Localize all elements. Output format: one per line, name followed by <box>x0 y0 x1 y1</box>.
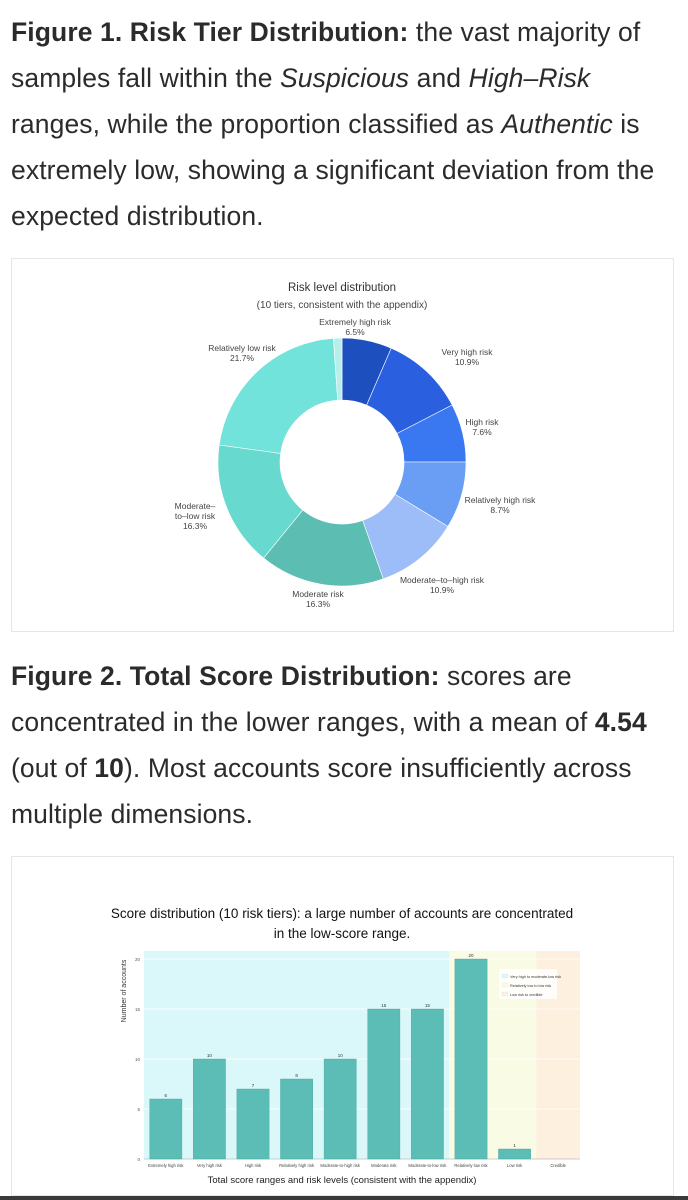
figure-1-label: Figure 1. Risk Tier Distribution: <box>11 17 409 47</box>
bar-value-label: 8 <box>295 1073 298 1078</box>
legend-swatch <box>502 992 508 996</box>
x-tick-label: Relatively low risk <box>454 1163 488 1168</box>
donut-pct-very-high-risk: 10.9% <box>454 357 480 367</box>
bar-chart-card <box>11 856 674 1196</box>
caption-text: (out of <box>11 753 95 783</box>
x-tick-label: Very high risk <box>196 1163 222 1168</box>
figure-2-caption <box>11 653 677 837</box>
x-tick-label: Moderate risk <box>371 1163 397 1168</box>
x-tick-label: Moderate-to-low risk <box>408 1163 447 1168</box>
x-tick-label: Credible <box>550 1163 567 1168</box>
x-tick-label: Moderate-to-high risk <box>320 1163 360 1168</box>
y-tick-label: 5 <box>137 1107 140 1112</box>
bar-value-label: 15 <box>381 1003 387 1008</box>
donut-label-moderate-risk: Moderate risk <box>292 589 344 599</box>
legend-entry: Relatively low to low risk <box>510 984 552 988</box>
donut-pct-relatively-high-risk: 8.7% <box>490 505 510 515</box>
y-axis-label: Number of accounts <box>121 959 128 1023</box>
donut-pct-high-risk: 7.6% <box>472 427 492 437</box>
bar-value-label: 20 <box>468 953 474 958</box>
x-tick-label: Relatively high risk <box>279 1163 315 1168</box>
figure-2-label: Figure 2. Total Score Distribution: <box>11 661 440 691</box>
x-tick-label: High risk <box>244 1163 262 1168</box>
legend-entry: Very high to moderate-low risk <box>510 975 562 979</box>
donut-chart <box>12 259 673 631</box>
donut-label-relatively-low-risk: Relatively low risk <box>208 343 276 353</box>
figure-1-caption <box>11 9 677 239</box>
bar-moderate-to-low-risk <box>411 1009 443 1159</box>
bar-very-high-risk <box>193 1059 225 1159</box>
donut-label-relatively-high-risk: Relatively high risk <box>464 495 536 505</box>
legend-swatch <box>502 983 508 987</box>
legend-entry: Low risk to credible <box>510 993 543 997</box>
y-tick-label: 10 <box>134 1057 140 1062</box>
x-axis-label: Total score ranges and risk levels (consistent with the appendix) <box>207 1175 477 1186</box>
bar-chart <box>12 857 673 1195</box>
bar-extremely-high-risk <box>150 1099 182 1159</box>
donut-subtitle: (10 tiers, consistent with the appendix) <box>256 300 428 311</box>
caption-emphasis: Suspicious <box>280 63 410 93</box>
donut-pct-relatively-low-risk: 21.7% <box>229 353 255 363</box>
caption-emphasis: Authentic <box>501 109 613 139</box>
y-tick-label: 20 <box>134 957 140 962</box>
caption-text: ). Most accounts score insufficiently across multiple dimensions. <box>11 753 632 829</box>
donut-chart-card <box>11 258 674 632</box>
bar-low-risk <box>498 1149 530 1159</box>
bar-relatively-low-risk <box>455 959 487 1159</box>
caption-text: and <box>409 63 469 93</box>
bar-relatively-high-risk <box>280 1079 312 1159</box>
bar-value-label: 15 <box>424 1003 430 1008</box>
donut-pct-extremely-high-risk: 6.5% <box>345 327 365 337</box>
bar-title-line-1: Score distribution (10 risk tiers): a large number of accounts are concentrated <box>110 906 574 921</box>
bar-title-line-2: in the low-score range. <box>273 926 411 941</box>
bar-value-label: 7 <box>251 1083 255 1088</box>
caption-text: ranges, while the proportion classified as <box>11 109 502 139</box>
donut-label-extremely-high-risk: Extremely high risk <box>319 317 391 327</box>
donut-pct-moderate-to-low-risk: 16.3% <box>182 521 208 531</box>
donut-label-moderate-to-low-risk: to–low risk <box>174 511 216 521</box>
donut-title: Risk level distribution <box>287 282 397 294</box>
caption-text: is extremely low, showing a significant deviation from the expected distribution. <box>11 109 655 231</box>
bar-high-risk <box>237 1089 269 1159</box>
bar-value-label: 1 <box>513 1143 516 1148</box>
donut-pct-moderate-to-high-risk: 10.9% <box>429 585 455 595</box>
legend-swatch <box>502 974 508 978</box>
caption-emphasis: High–Risk <box>468 63 591 93</box>
bar-value-label: 10 <box>206 1053 212 1058</box>
caption-text: scores are concentrated in the lower ranges, with a mean of <box>11 661 595 737</box>
bar-moderate-risk <box>368 1009 400 1159</box>
y-tick-label: 15 <box>134 1007 140 1012</box>
mean-value: 4.54 <box>594 707 647 737</box>
x-tick-label: Extremely high risk <box>148 1163 184 1168</box>
bar-value-label: 10 <box>337 1053 343 1058</box>
caption-text: the vast majority of samples fall within the <box>11 17 641 93</box>
bar-moderate-to-high-risk <box>324 1059 356 1159</box>
donut-pct-moderate-risk: 16.3% <box>305 599 331 609</box>
donut-label-high-risk: High risk <box>465 417 499 427</box>
donut-label-very-high-risk: Very high risk <box>441 347 493 357</box>
bottom-divider <box>0 1196 688 1200</box>
donut-label-moderate-to-high-risk: Moderate–to–high risk <box>399 575 485 585</box>
max-value: 10 <box>94 753 124 783</box>
donut-label-moderate-to-low-risk: Moderate– <box>174 501 216 511</box>
bar-value-label: 6 <box>164 1093 168 1098</box>
y-tick-label: 0 <box>137 1157 140 1162</box>
x-tick-label: Low risk <box>506 1163 523 1168</box>
